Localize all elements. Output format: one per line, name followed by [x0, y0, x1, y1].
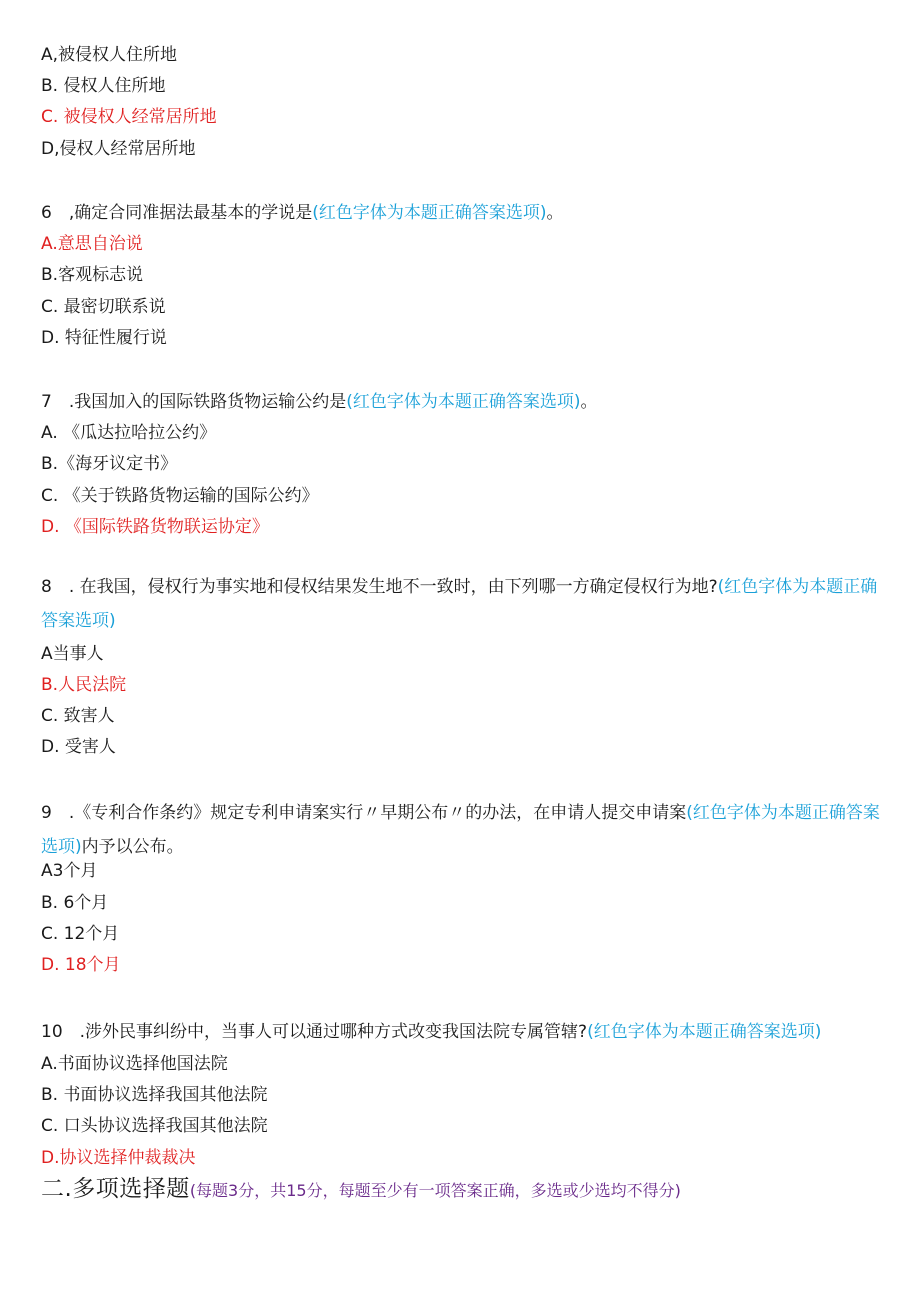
q8-option-d: D. 受害人 — [41, 737, 116, 757]
q10-stem: 10 .涉外民事纠纷中，当事人可以通过哪种方式改变我国法院专属管辖? — [41, 1022, 588, 1042]
q7-stem: 7 .我国加入的国际铁路货物运输公约是 — [41, 392, 347, 412]
q9-option-a: A3个月 — [41, 861, 98, 881]
q5-option-c-correct: C. 被侵权人经常居所地 — [41, 107, 217, 127]
q6-answer-hint: (红色字体为本题正确答案选项) — [312, 203, 547, 223]
q7-option-b: B.《海牙议定书》 — [41, 454, 178, 474]
section2-title: 二.多项选择题 — [41, 1176, 190, 1202]
q9-tail: 内予以公布。 — [81, 837, 184, 857]
q5-option-b: B. 侵权人住所地 — [41, 76, 166, 96]
q6-tail: 。 — [546, 203, 564, 223]
section2-heading — [41, 1174, 880, 1207]
q7-question — [41, 387, 880, 418]
q6-question — [41, 198, 880, 229]
q8-option-a: A当事人 — [41, 644, 104, 664]
q6-option-a-correct: A.意思自治说 — [41, 234, 143, 254]
q5-option-a: A,被侵权人住所地 — [41, 45, 178, 65]
q9-option-c: C. 12个月 — [41, 924, 120, 944]
q7-answer-hint: (红色字体为本题正确答案选项) — [346, 392, 581, 412]
q7-option-d-correct: D. 《国际铁路货物联运协定》 — [41, 517, 269, 537]
q8-stem: 8 . 在我国，侵权行为事实地和侵权结果发生地不一致时，由下列哪一方确定侵权行为地? — [41, 577, 718, 597]
q7-option-c: C. 《关于铁路货物运输的国际公约》 — [41, 486, 319, 506]
q9-answer-hint: (红色字体为本题正确答案选项) — [41, 803, 880, 857]
q8-answer-hint: (红色字体为本题正确答案选项) — [41, 577, 878, 631]
q6-option-b: B.客观标志说 — [41, 265, 144, 285]
q10-option-c: C. 口头协议选择我国其他法院 — [41, 1116, 268, 1136]
q6-option-c: C. 最密切联系说 — [41, 297, 166, 317]
q10-option-a: A.书面协议选择他国法院 — [41, 1054, 228, 1074]
q7-option-a: A. 《瓜达拉哈拉公约》 — [41, 423, 217, 443]
q8-question — [41, 570, 880, 638]
q7-tail: 。 — [580, 392, 598, 412]
q5-option-d: D,侵权人经常居所地 — [41, 139, 196, 159]
q9-stem: 9 .《专利合作条约》规定专利申请案实行〃早期公布〃的办法，在申请人提交申请案 — [41, 803, 687, 823]
q9-option-d-correct: D. 18个月 — [41, 955, 121, 975]
q10-question — [41, 1017, 880, 1048]
q10-answer-hint: (红色字体为本题正确答案选项) — [587, 1022, 822, 1042]
q9-question — [41, 796, 880, 864]
q10-option-d-correct: D.协议选择仲裁裁决 — [41, 1148, 196, 1168]
q6-option-d: D. 特征性履行说 — [41, 328, 167, 348]
q8-option-c: C. 致害人 — [41, 706, 115, 726]
section2-note: (每题3分，共15分，每题至少有一项答案正确，多选或少选均不得分) — [189, 1181, 681, 1200]
q9-option-b: B. 6个月 — [41, 893, 109, 913]
q8-option-b-correct: B.人民法院 — [41, 675, 127, 695]
q6-stem: 6 ,确定合同准据法最基本的学说是 — [41, 203, 313, 223]
q10-option-b: B. 书面协议选择我国其他法院 — [41, 1085, 268, 1105]
